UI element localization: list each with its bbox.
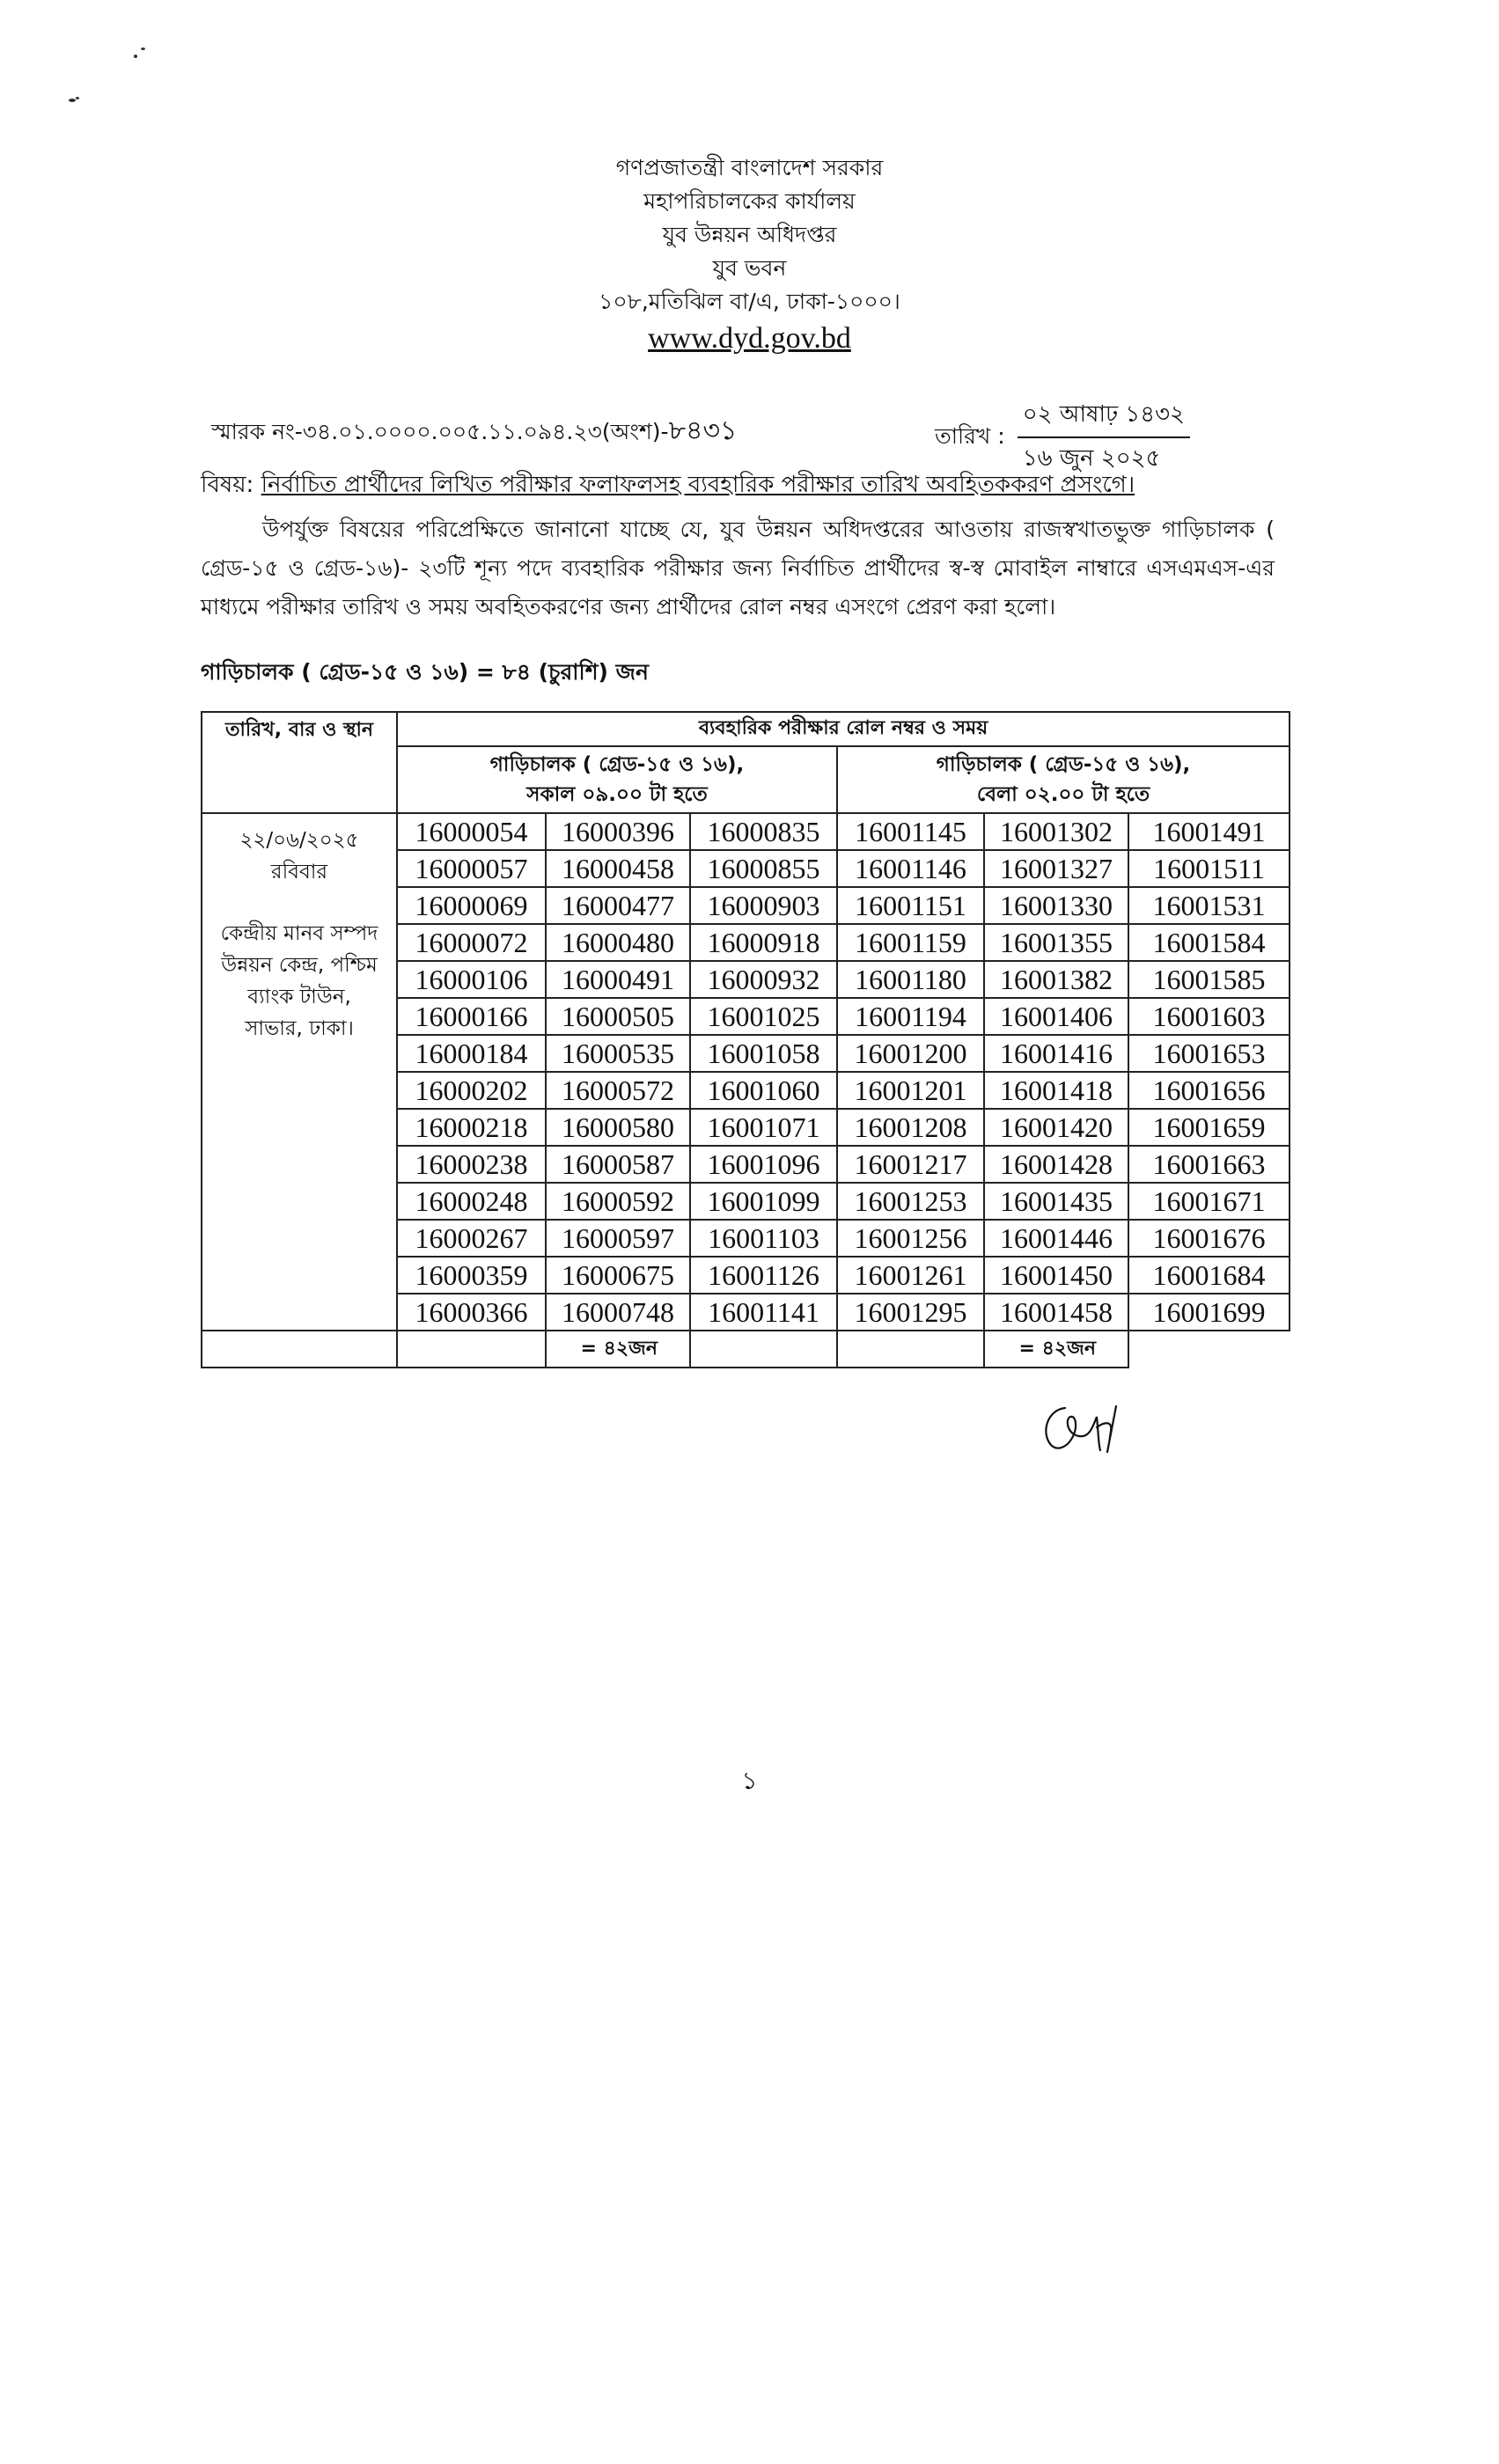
roll-number-cell: 16000505 bbox=[546, 998, 690, 1035]
roll-number-cell: 16001676 bbox=[1128, 1220, 1290, 1257]
empty-cell bbox=[837, 1331, 984, 1368]
roll-number-cell: 16000918 bbox=[690, 924, 837, 961]
website-link[interactable]: www.dyd.gov.bd bbox=[648, 322, 851, 355]
roll-number-cell: 16000587 bbox=[546, 1146, 690, 1183]
roll-number-cell: 16000748 bbox=[546, 1294, 690, 1331]
roll-number-cell: 16001096 bbox=[690, 1146, 837, 1183]
subject-text: নির্বাচিত প্রার্থীদের লিখিত পরীক্ষার ফলাফলসহ ব্যবহারিক পরীক্ষার তারিখ অবহিতককরণ প্রসংগে। bbox=[261, 472, 1135, 498]
roll-number-cell: 16000572 bbox=[546, 1072, 690, 1109]
exam-date: ২২/০৬/২০২৫ bbox=[239, 829, 359, 852]
roll-number-cell: 16001060 bbox=[690, 1072, 837, 1109]
totals-row bbox=[202, 1331, 1290, 1368]
roll-number-cell: 16001327 bbox=[984, 850, 1128, 887]
date-english: ১৬ জুন ২০২৫ bbox=[1022, 445, 1161, 472]
roll-number-cell: 16000477 bbox=[546, 887, 690, 924]
govt-name: গণপ্রজাতন্ত্রী বাংলাদেশ সরকার bbox=[615, 155, 884, 180]
subject-line bbox=[201, 466, 1135, 505]
morning-session-header bbox=[397, 746, 837, 813]
roll-number-cell: 16000580 bbox=[546, 1109, 690, 1146]
roll-number-cell: 16001025 bbox=[690, 998, 837, 1035]
morning-header-title: গাড়িচালক ( গ্রেড-১৫ ও ১৬), bbox=[489, 753, 745, 776]
afternoon-header-time: বেলা ০২.০০ টা হতে bbox=[976, 783, 1150, 806]
venue-line-1: কেন্দ্রীয় মানব সম্পদ bbox=[220, 922, 378, 945]
roll-number-cell: 16001355 bbox=[984, 924, 1128, 961]
roll-number-cell: 16000535 bbox=[546, 1035, 690, 1072]
roll-number-cell: 16000184 bbox=[397, 1035, 546, 1072]
session-total: = ৪২জন bbox=[546, 1331, 690, 1368]
address: ১০৮,মতিঝিল বা/এ, ঢাকা-১০০০। bbox=[599, 289, 900, 314]
roll-number-cell: 16001491 bbox=[1128, 813, 1290, 850]
roll-number-cell: 16001653 bbox=[1128, 1035, 1290, 1072]
roll-number-cell: 16001201 bbox=[837, 1072, 984, 1109]
body-paragraph: উপর্যুক্ত বিষয়ের পরিপ্রেক্ষিতে জানানো যাচ্ছে যে, যুব উন্নয়ন অধিদপ্তরের আওতায় রাজস্বখাতভুক্ত গাড়িচালক ( গ্রেড-১৫ ও গ্রেড-১৬)- ২৩টি শূন্য পদে ব্যবহারিক পরীক্ষার জন্য নির্বাচিত প্রার্থীদের স্ব-স্ব মোবাইল নাম্বারে এসএমএস-এর মাধ্যমে পরীক্ষার তারিখ ও সময় অবহিতকরণের জন্য প্রার্থীদের রোল নম্বর এসংগে প্রেরণ করা হলো। bbox=[201, 517, 1275, 620]
venue-line-4: সাভার, ঢাকা। bbox=[245, 1017, 354, 1040]
roll-number-cell: 16000238 bbox=[397, 1146, 546, 1183]
roll-number-cell: 16001418 bbox=[984, 1072, 1128, 1109]
building-name: যুব ভবন bbox=[712, 255, 787, 281]
roll-number-cell: 16001099 bbox=[690, 1183, 837, 1220]
roll-number-cell: 16000202 bbox=[397, 1072, 546, 1109]
roll-number-cell: 16001071 bbox=[690, 1109, 837, 1146]
roll-number-cell: 16000835 bbox=[690, 813, 837, 850]
roll-number-cell: 16001450 bbox=[984, 1257, 1128, 1294]
roll-number-cell: 16001058 bbox=[690, 1035, 837, 1072]
exam-day: রবিবার bbox=[270, 861, 328, 884]
roll-number-cell: 16000396 bbox=[546, 813, 690, 850]
morning-header-time: সকাল ০৯.০০ টা হতে bbox=[526, 783, 708, 806]
roll-number-cell: 16001684 bbox=[1128, 1257, 1290, 1294]
subject-label: বিষয়: bbox=[201, 472, 254, 498]
roll-number-cell: 16000932 bbox=[690, 961, 837, 998]
roll-number-cell: 16001656 bbox=[1128, 1072, 1290, 1109]
roll-number-cell: 16000072 bbox=[397, 924, 546, 961]
roll-number-cell: 16001208 bbox=[837, 1109, 984, 1146]
roll-number-cell: 16001531 bbox=[1128, 887, 1290, 924]
roll-number-cell: 16001126 bbox=[690, 1257, 837, 1294]
roll-number-cell: 16000458 bbox=[546, 850, 690, 887]
roll-number-cell: 16000855 bbox=[690, 850, 837, 887]
roll-number-cell: 16001159 bbox=[837, 924, 984, 961]
roll-number-cell: 16001699 bbox=[1128, 1294, 1290, 1331]
afternoon-session-header bbox=[837, 746, 1290, 813]
roll-number-cell: 16001416 bbox=[984, 1035, 1128, 1072]
roll-number-cell: 16001584 bbox=[1128, 924, 1290, 961]
roll-number-cell: 16000218 bbox=[397, 1109, 546, 1146]
roll-number-cell: 16001141 bbox=[690, 1294, 837, 1331]
roll-number-cell: 16001382 bbox=[984, 961, 1128, 998]
roll-number-cell: 16001151 bbox=[837, 887, 984, 924]
roll-number-cell: 16001659 bbox=[1128, 1109, 1290, 1146]
group-header: ব্যবহারিক পরীক্ষার রোল নম্বর ও সময় bbox=[397, 712, 1290, 746]
roll-number-cell: 16001146 bbox=[837, 850, 984, 887]
roll-number-cell: 16000480 bbox=[546, 924, 690, 961]
roll-number-cell: 16001435 bbox=[984, 1183, 1128, 1220]
session-total: = ৪২জন bbox=[984, 1331, 1128, 1368]
roll-number-cell: 16001145 bbox=[837, 813, 984, 850]
roll-number-cell: 16001406 bbox=[984, 998, 1128, 1035]
roll-number-cell: 16001446 bbox=[984, 1220, 1128, 1257]
roll-number-cell: 16000069 bbox=[397, 887, 546, 924]
roll-number-cell: 16001330 bbox=[984, 887, 1128, 924]
memo-reference bbox=[211, 409, 738, 454]
col-header-date-venue: তারিখ, বার ও স্থান bbox=[202, 712, 397, 813]
roll-number-cell: 16001256 bbox=[837, 1220, 984, 1257]
roll-number-cell: 16001585 bbox=[1128, 961, 1290, 998]
roll-number-cell: 16001671 bbox=[1128, 1183, 1290, 1220]
page-number: ১ bbox=[741, 1766, 758, 1795]
venue-line-3: ব্যাংক টাউন, bbox=[247, 986, 351, 1008]
afternoon-header-title: গাড়িচালক ( গ্রেড-১৫ ও ১৬), bbox=[936, 753, 1191, 776]
roll-number-cell: 16000903 bbox=[690, 887, 837, 924]
roll-number-cell: 16001194 bbox=[837, 998, 984, 1035]
office-name: মহাপরিচালকের কার্যালয় bbox=[643, 188, 856, 214]
roll-number-cell: 16000597 bbox=[546, 1220, 690, 1257]
roll-number-cell: 16000491 bbox=[546, 961, 690, 998]
roll-number-cell: 16001511 bbox=[1128, 850, 1290, 887]
roll-number-cell: 16000054 bbox=[397, 813, 546, 850]
roll-number-cell: 16001295 bbox=[837, 1294, 984, 1331]
roll-number-cell: 16001217 bbox=[837, 1146, 984, 1183]
roll-number-cell: 16001663 bbox=[1128, 1146, 1290, 1183]
date-bangla: ০২ আষাঢ় ১৪৩২ bbox=[1018, 396, 1190, 438]
roll-number-cell: 16000106 bbox=[397, 961, 546, 998]
roll-number-cell: 16001103 bbox=[690, 1220, 837, 1257]
roll-number-cell: 16000267 bbox=[397, 1220, 546, 1257]
memo-ref-prefix: স্মারক নং-৩৪.০১.০০০০.০০৫.১১.০৯৪.২৩(অংশ)- bbox=[211, 419, 669, 444]
empty-cell bbox=[397, 1331, 546, 1368]
roll-number-table bbox=[201, 711, 1290, 1368]
empty-cell bbox=[690, 1331, 837, 1368]
department-name: যুব উন্নয়ন অধিদপ্তর bbox=[662, 222, 837, 247]
roll-number-cell: 16001302 bbox=[984, 813, 1128, 850]
signature-image bbox=[1039, 1390, 1135, 1461]
roll-number-cell: 16000675 bbox=[546, 1257, 690, 1294]
roll-number-cell: 16000057 bbox=[397, 850, 546, 887]
letterhead bbox=[0, 151, 1499, 359]
roll-number-cell: 16001180 bbox=[837, 961, 984, 998]
roll-number-cell: 16001603 bbox=[1128, 998, 1290, 1035]
venue-line-2: উন্নয়ন কেন্দ্র, পশ্চিম bbox=[221, 954, 378, 977]
roll-number-cell: 16001253 bbox=[837, 1183, 984, 1220]
roll-number-cell: 16001458 bbox=[984, 1294, 1128, 1331]
roll-number-cell: 16001261 bbox=[837, 1257, 984, 1294]
empty-cell bbox=[202, 1331, 397, 1368]
summary-count: গাড়িচালক ( গ্রেড-১৫ ও ১৬) = ৮৪ (চুরাশি) জন bbox=[201, 659, 649, 685]
roll-number-cell: 16000359 bbox=[397, 1257, 546, 1294]
venue-cell bbox=[202, 813, 397, 1331]
roll-number-cell: 16000592 bbox=[546, 1183, 690, 1220]
roll-number-cell: 16000248 bbox=[397, 1183, 546, 1220]
memo-ref-number: ৮৪৩১ bbox=[668, 415, 738, 446]
roll-number-cell: 16001420 bbox=[984, 1109, 1128, 1146]
date-label: তারিখ : bbox=[935, 422, 1005, 449]
roll-number-cell: 16001200 bbox=[837, 1035, 984, 1072]
roll-number-cell: 16001428 bbox=[984, 1146, 1128, 1183]
roll-number-cell: 16000366 bbox=[397, 1294, 546, 1331]
roll-number-cell: 16000166 bbox=[397, 998, 546, 1035]
